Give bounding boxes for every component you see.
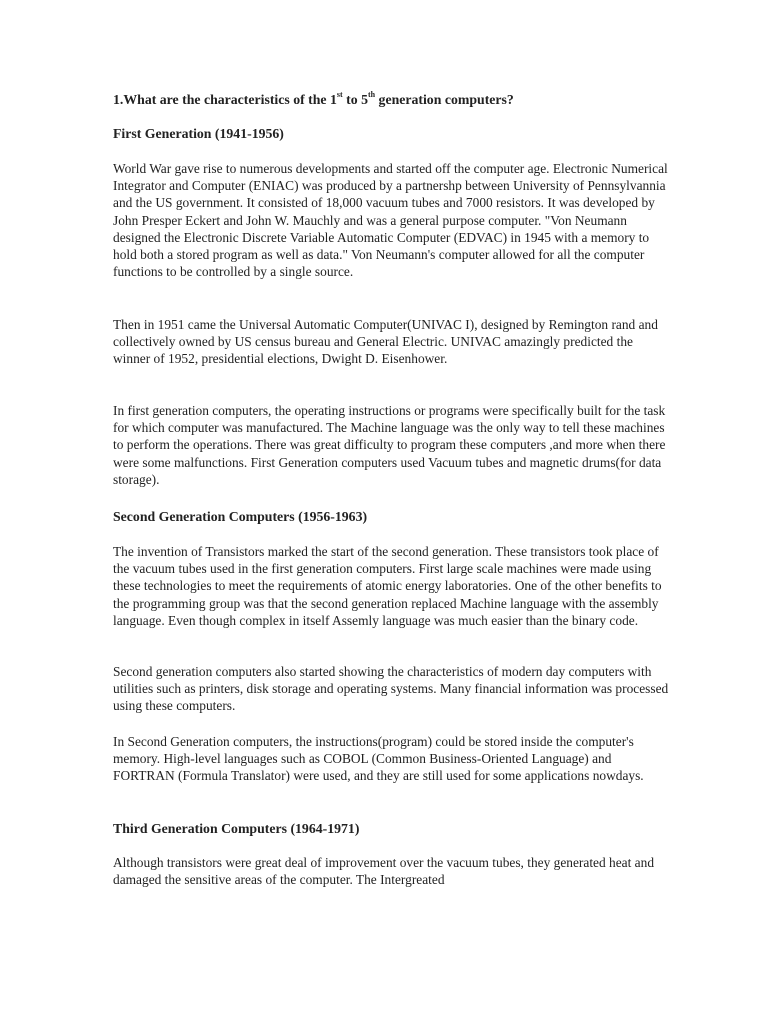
paragraph: World War gave rise to numerous developments and started off the computer age. Electronic Numerical Integrator and Computer (ENIAC) was produced by a partnershp between University of Pennsylvannia and the US government. It consisted of 18,000 vacuum tubes and 7000 resistors. It was developed by John Presper Eckert and John W. Mauchly and was a general purpose computer. "Von Neumann designed the Electronic Discrete Variable Automatic Computer (EDVAC) in 1945 with a memory to hold both a stored program as well as data." Von Neumann's computer allowed for all the computer functions to be controlled by a single source.	[113, 161, 668, 280]
section-heading-second-generation: Second Generation Computers (1956-1963)	[113, 509, 368, 524]
question-heading	[113, 91, 673, 108]
paragraph: Then in 1951 came the Universal Automatic Computer(UNIVAC I), designed by Remington rand and collectively owned by US census bureau and General Electric. UNIVAC amazingly predicted the winner of 1952, presidential elections, Dwight D. Eisenhower.	[113, 317, 658, 367]
section-heading-first-generation: First Generation (1941-1956)	[113, 126, 284, 141]
paragraph: In first generation computers, the operating instructions or programs were specifically built for the task for which computer was manufactured. The Machine language was the only way to tell these machines to perform the operations. There was great difficulty to program these computers ,and more when there were some malfunctions. First Generation computers used Vacuum tubes and magnetic drums(for data storage).	[113, 403, 666, 487]
paragraph: Second generation computers also started showing the characteristics of modern day computers with utilities such as printers, disk storage and operating systems. Many financial information was processed using these computers.	[113, 664, 669, 714]
section-heading-third-generation: Third Generation Computers (1964-1971)	[113, 821, 360, 836]
question-suffix: generation computers?	[375, 92, 514, 107]
paragraph: The invention of Transistors marked the start of the second generation. These transistors took place of the vacuum tubes used in the first generation computers. First large scale machines were made using these technologies to meet the requirements of atomic energy laboratories. One of the other benefits to the programming group was that the second generation replaced Machine language with the assembly language. Even though complex in itself Assemly language was much easier than the binary code.	[113, 544, 662, 628]
question-sup-first: st	[336, 90, 343, 100]
question-middle: to 5	[342, 92, 368, 107]
paragraph: Although transistors were great deal of improvement over the vacuum tubes, they generated heat and damaged the sensitive areas of the computer. The Intergreated	[113, 855, 655, 888]
paragraph: In Second Generation computers, the instructions(program) could be stored inside the computer's memory. High-level languages such as COBOL (Common Business-Oriented Language) and FORTRAN (Formula Translator) were used, and they are still used for some applications nowdays.	[113, 734, 644, 784]
question-prefix: 1.What are the characteristics of the 1	[113, 92, 337, 107]
question-sup-fifth: th	[367, 90, 376, 100]
